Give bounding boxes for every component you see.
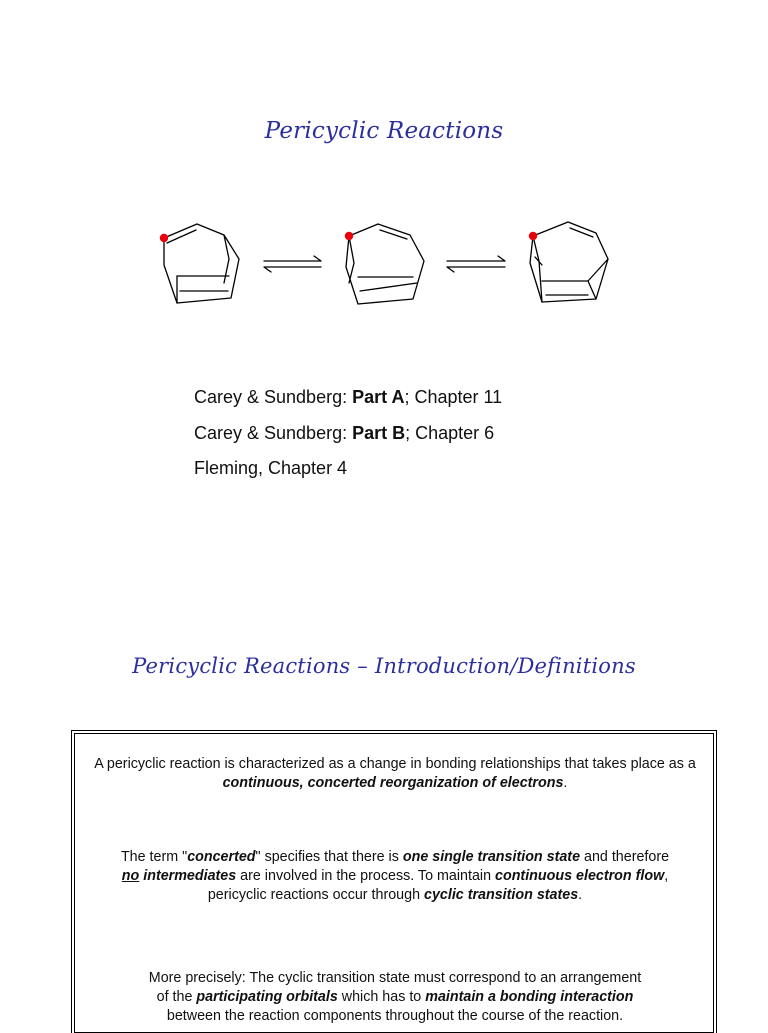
emphasis: intermediates bbox=[139, 868, 237, 884]
reference-source: Carey & Sundberg: bbox=[194, 387, 353, 407]
emphasis-underlined: no bbox=[121, 868, 140, 884]
marker-dot-2 bbox=[345, 232, 353, 240]
slide2-title: Pericyclic Reactions – Introduction/Definitions bbox=[132, 654, 636, 678]
emphasis: participating orbitals bbox=[196, 989, 338, 1005]
emphasis: continuous electron flow bbox=[495, 868, 665, 884]
definition-paragraph-2 bbox=[75, 848, 715, 905]
reference-part: Part A bbox=[352, 387, 405, 407]
slide1-title: Pericyclic Reactions bbox=[264, 118, 504, 144]
reference-item bbox=[194, 451, 502, 487]
marker-dot-1 bbox=[160, 234, 168, 242]
emphasis: one single transition state bbox=[402, 849, 581, 865]
definition-paragraph-3 bbox=[75, 969, 715, 1026]
reference-text: Fleming, Chapter 4 bbox=[194, 458, 348, 478]
bullvalene-rearrangement-scheme bbox=[140, 205, 620, 315]
reference-part: Part B bbox=[352, 422, 406, 443]
text-run: . bbox=[578, 887, 583, 903]
reference-item bbox=[194, 416, 502, 452]
emphasis: cyclic transition states bbox=[424, 887, 579, 903]
equilibrium-arrows-2 bbox=[447, 256, 505, 272]
text-run: which has to bbox=[337, 989, 426, 1005]
references-list bbox=[194, 380, 502, 487]
marker-dot-3 bbox=[529, 232, 537, 240]
text-run: The term " bbox=[120, 849, 188, 865]
emphasis: maintain a bonding interaction bbox=[425, 989, 634, 1005]
bullvalene-structure-2 bbox=[345, 224, 424, 304]
reference-chapter: ; Chapter 6 bbox=[405, 422, 495, 443]
text-run: More precisely: The cyclic transition state must correspond to an arrangement bbox=[148, 970, 642, 986]
text-run: and therefore bbox=[580, 849, 670, 865]
text-run: , bbox=[664, 868, 669, 884]
text-run: . bbox=[563, 775, 568, 791]
text-run: A pericyclic reaction is characterized as a change in bonding relationships that takes place as a bbox=[94, 756, 696, 772]
definition-paragraph-1 bbox=[75, 755, 715, 793]
text-run: pericyclic reactions occur through bbox=[207, 887, 424, 903]
definition-box bbox=[74, 733, 714, 1033]
reference-source: Carey & Sundberg: bbox=[194, 422, 353, 443]
bullvalene-structure-3 bbox=[529, 222, 608, 302]
text-run: " specifies that there is bbox=[255, 849, 403, 865]
text-run: between the reaction components throughout the course of the reaction. bbox=[166, 1008, 624, 1024]
reference-chapter: ; Chapter 11 bbox=[404, 387, 503, 407]
text-run: of the bbox=[156, 989, 197, 1005]
bullvalene-structure-1 bbox=[160, 224, 239, 303]
equilibrium-arrows-1 bbox=[264, 256, 321, 272]
reference-item bbox=[194, 380, 502, 416]
emphasis: concerted bbox=[187, 849, 256, 865]
text-run: are involved in the process. To maintain bbox=[236, 868, 496, 884]
emphasis: continuous, concerted reorganization of electrons bbox=[222, 775, 564, 791]
